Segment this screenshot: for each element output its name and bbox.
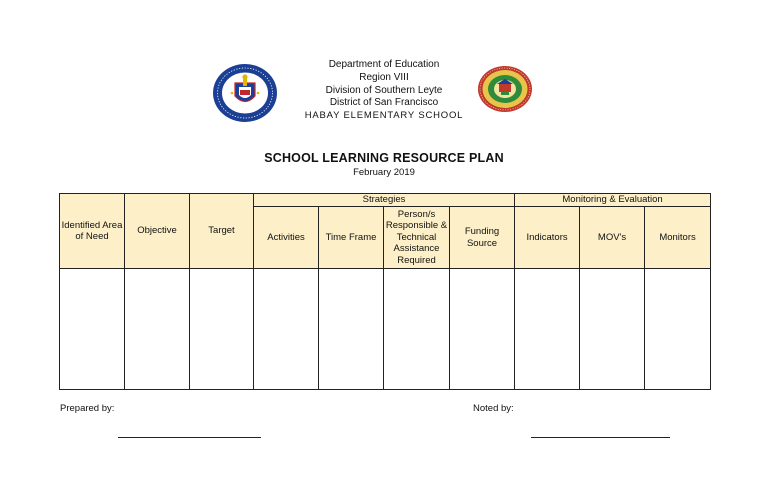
cell-monitors[interactable] xyxy=(645,269,711,390)
school-name: HABAY ELEMENTARY SCHOOL xyxy=(304,110,464,122)
group-header-strategies: Strategies xyxy=(254,194,515,207)
col-header-objective: Objective xyxy=(125,194,190,269)
group-header-monitoring: Monitoring & Evaluation xyxy=(515,194,711,207)
noted-by-signature-line[interactable] xyxy=(531,437,670,438)
col-header-indicators: Indicators xyxy=(515,207,580,269)
col-header-time-frame: Time Frame xyxy=(319,207,384,269)
region-name: Region VIII xyxy=(359,71,409,83)
cell-funding-source[interactable] xyxy=(450,269,515,390)
cell-time-frame[interactable] xyxy=(319,269,384,390)
cell-activities[interactable] xyxy=(254,269,319,390)
col-header-funding-source: Funding Source xyxy=(450,207,515,269)
noted-by-label: Noted by: xyxy=(473,403,514,414)
document-title: SCHOOL LEARNING RESOURCE PLAN xyxy=(264,151,504,165)
resource-plan-table xyxy=(59,193,711,390)
col-header-persons-responsible: Person/s Responsible & Technical Assistance Required xyxy=(384,207,450,269)
cell-objective[interactable] xyxy=(125,269,190,390)
col-header-target: Target xyxy=(190,194,254,269)
document-date: February 2019 xyxy=(353,167,415,178)
letterhead xyxy=(250,59,518,123)
cell-persons-responsible[interactable] xyxy=(384,269,450,390)
table-row xyxy=(60,269,711,390)
division-name: Division of Southern Leyte xyxy=(325,84,443,96)
prepared-by-signature-line[interactable] xyxy=(118,437,261,438)
cell-indicators[interactable] xyxy=(515,269,580,390)
col-header-monitors: Monitors xyxy=(645,207,711,269)
col-header-activities: Activities xyxy=(254,207,319,269)
col-header-movs: MOV's xyxy=(580,207,645,269)
cell-target[interactable] xyxy=(190,269,254,390)
prepared-by-label: Prepared by: xyxy=(60,403,115,414)
district-name: District of San Francisco xyxy=(329,97,439,109)
cell-movs[interactable] xyxy=(580,269,645,390)
col-header-area-of-need: Identified Area of Need xyxy=(60,194,125,269)
department-name: Department of Education xyxy=(328,59,440,70)
cell-area-of-need[interactable] xyxy=(60,269,125,390)
